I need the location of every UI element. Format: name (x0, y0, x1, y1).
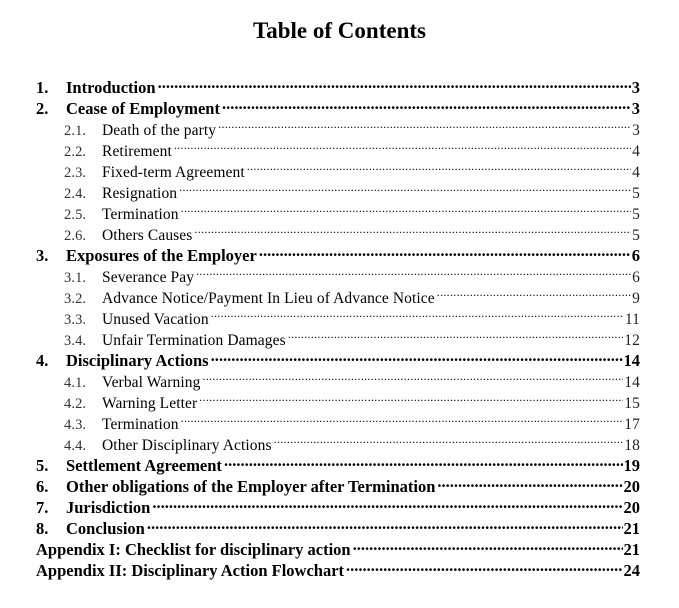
toc-entry-page: 17 (624, 416, 640, 433)
toc-entry-label: Introduction (66, 78, 156, 97)
toc-entry-number: 6. (36, 477, 49, 496)
leader-dots (222, 93, 631, 114)
toc-entry-label: Warning Letter (102, 395, 198, 412)
toc-entry-page: 6 (631, 246, 640, 265)
leader-dots (181, 198, 632, 219)
leader-dots (194, 219, 631, 240)
leader-dots (158, 72, 631, 93)
leader-dots (211, 345, 623, 366)
toc-entry-page: 12 (624, 332, 640, 349)
toc-entry-number: 2.3. (64, 165, 87, 181)
toc-entry-page: 15 (624, 395, 640, 412)
toc-entry-number: 2.4. (64, 186, 87, 202)
toc-entry-label: Unused Vacation (102, 311, 209, 328)
page-title: Table of Contents (253, 18, 426, 43)
toc-entry[interactable] (36, 72, 640, 97)
toc-entry-page: 5 (632, 185, 640, 202)
toc-entry-page: 6 (632, 269, 640, 286)
toc-entry-number: 2. (36, 99, 49, 118)
toc-entry-page: 5 (632, 206, 640, 223)
toc-entry-page: 19 (623, 456, 640, 475)
toc-entry-page: 11 (624, 311, 640, 328)
toc-entry-number: 1. (36, 78, 49, 97)
toc-entry-label: Termination (102, 206, 179, 223)
toc-entry-page: 5 (632, 227, 640, 244)
toc-entry-number: 2.5. (64, 207, 87, 223)
toc-entry-number: 2.6. (64, 228, 87, 244)
toc-entry-number: 4.2. (64, 396, 87, 412)
toc-entry-page: 4 (632, 143, 640, 160)
leader-dots (437, 471, 622, 492)
toc-entry-number: 2.2. (64, 144, 87, 160)
leader-dots (353, 534, 623, 555)
toc-entry-page: 4 (632, 164, 640, 181)
toc-entry-label: Fixed-term Agreement (102, 164, 245, 181)
toc-entry-page: 20 (623, 498, 640, 517)
toc-entry-label: Verbal Warning (102, 374, 201, 391)
toc-entry-label: Others Causes (102, 227, 193, 244)
leader-dots (211, 303, 624, 324)
toc-entry-number: 8. (36, 519, 49, 538)
leader-dots (179, 177, 631, 198)
toc-entry-page: 9 (632, 290, 640, 307)
toc-entry-page: 20 (623, 477, 640, 496)
toc-entry-label: Conclusion (66, 519, 145, 538)
toc-entry-number: 2.1. (64, 123, 87, 139)
toc-entry-label: Resignation (102, 185, 178, 202)
toc-entry-label: Other Disciplinary Actions (102, 437, 272, 454)
toc-entry-label: Termination (102, 416, 179, 433)
toc-entry-number: 4.1. (64, 375, 87, 391)
table-of-contents (36, 72, 640, 580)
toc-entry-label: Severance Pay (102, 269, 195, 286)
toc-entry-label: Retirement (102, 143, 172, 160)
toc-entry-label: Settlement Agreement (66, 456, 222, 475)
toc-entry-number: 7. (36, 498, 49, 517)
toc-entry-number: 3.3. (64, 312, 87, 328)
leader-dots (346, 555, 622, 576)
leader-dots (224, 450, 623, 471)
leader-dots (174, 135, 631, 156)
toc-entry-page: 18 (624, 437, 640, 454)
toc-entry-page: 21 (623, 519, 640, 538)
toc-entry-number: 3.1. (64, 270, 87, 286)
toc-entry-label: Appendix II: Disciplinary Action Flowchart (36, 561, 345, 580)
leader-dots (196, 261, 631, 282)
toc-entry-label: Appendix I: Checklist for disciplinary action (36, 540, 351, 559)
toc-entry-number: 3.2. (64, 291, 87, 307)
leader-dots (152, 492, 622, 513)
toc-entry-page: 24 (623, 561, 640, 580)
toc-entry-label: Advance Notice/Payment In Lieu of Advance Notice (102, 290, 435, 307)
toc-entry-number: 3. (36, 246, 49, 265)
toc-entry-number: 3.4. (64, 333, 87, 349)
leader-dots (247, 156, 631, 177)
toc-entry-number: 4.3. (64, 417, 87, 433)
toc-entry-page: 14 (624, 374, 640, 391)
toc-entry-page: 3 (631, 99, 640, 118)
leader-dots (202, 366, 623, 387)
toc-entry-page: 21 (623, 540, 640, 559)
leader-dots (181, 408, 624, 429)
toc-entry-label: Death of the party (102, 122, 217, 139)
leader-dots (437, 282, 631, 303)
toc-entry-label: Exposures of the Employer (66, 246, 257, 265)
toc-entry-page: 3 (631, 78, 640, 97)
toc-entry-label: Jurisdiction (66, 498, 151, 517)
toc-entry-label: Cease of Employment (66, 99, 220, 118)
toc-entry-label: Unfair Termination Damages (102, 332, 286, 349)
toc-entry-label: Other obligations of the Employer after Termination (66, 477, 436, 496)
toc-entry-page: 14 (623, 351, 640, 370)
leader-dots (199, 387, 623, 408)
toc-entry-page: 3 (632, 122, 640, 139)
toc-entry-number: 5. (36, 456, 49, 475)
leader-dots (218, 114, 631, 135)
leader-dots (259, 240, 631, 261)
toc-entry-number: 4.4. (64, 438, 87, 454)
toc-entry-label: Disciplinary Actions (66, 351, 209, 370)
leader-dots (288, 324, 624, 345)
leader-dots (147, 513, 623, 534)
toc-entry-number: 4. (36, 351, 49, 370)
leader-dots (274, 429, 624, 450)
